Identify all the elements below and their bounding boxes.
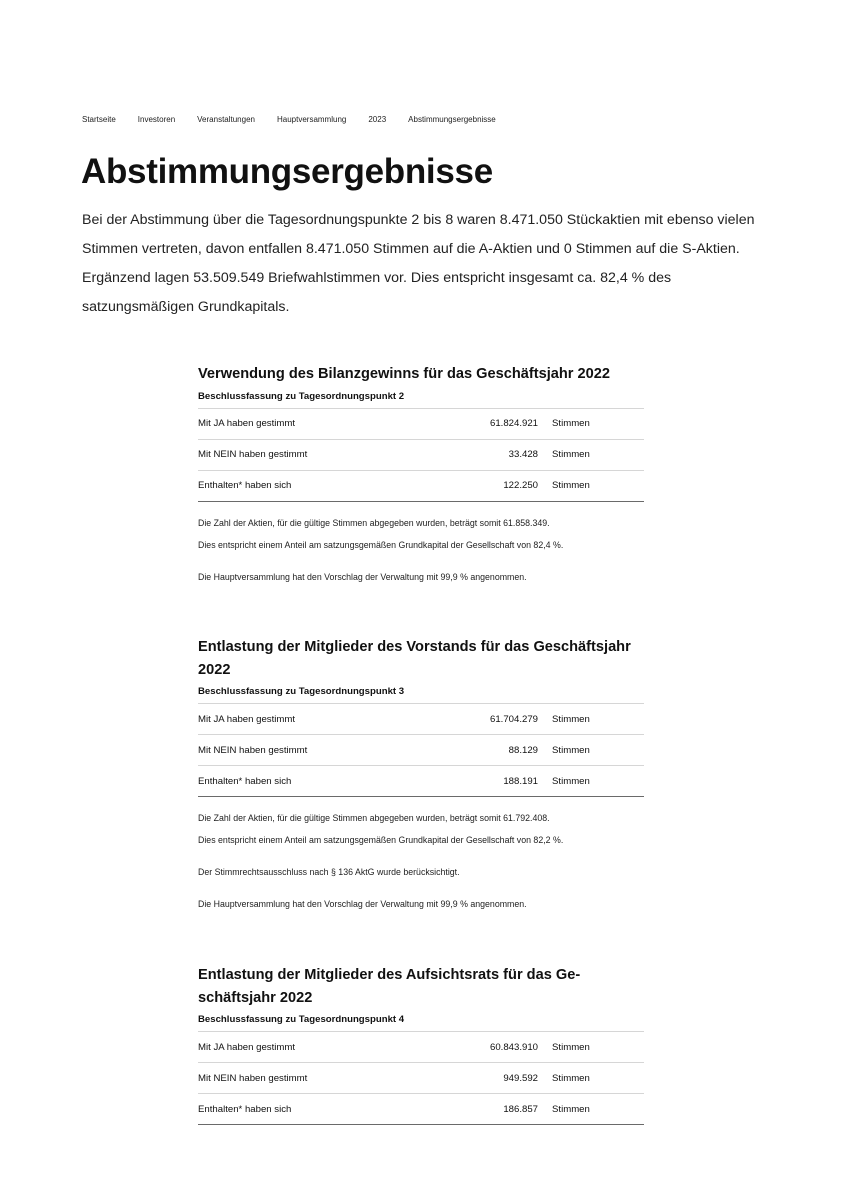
row-value: 186.857 — [448, 1094, 552, 1125]
row-label: Enthalten* haben sich — [198, 1094, 448, 1125]
row-value: 949.592 — [448, 1063, 552, 1094]
row-unit: Stimmen — [552, 704, 644, 735]
note-result: Die Hauptversammlung hat den Vorschlag der Verwaltung mit 99,9 % angenommen. — [198, 571, 527, 582]
breadcrumb-2023[interactable]: 2023 — [368, 115, 387, 124]
section-subtitle: Beschlussfassung zu Tagesordnungspunkt 2 — [198, 390, 405, 402]
row-unit: Stimmen — [552, 439, 644, 470]
row-unit: Stimmen — [552, 408, 644, 439]
table-row-no — [198, 439, 644, 470]
section-subtitle: Beschlussfassung zu Tagesordnungspunkt 4 — [198, 1014, 405, 1025]
note-voting-exclusion: Der Stimmrechtsausschluss nach § 136 AktG wurde berücksichtigt. — [198, 867, 460, 877]
row-label: Mit JA haben gestimmt — [198, 704, 448, 735]
row-label: Enthalten* haben sich — [198, 470, 448, 501]
row-label: Mit JA haben gestimmt — [198, 408, 448, 439]
note-valid-shares: Die Zahl der Aktien, für die gültige Stimmen abgegeben wurden, beträgt somit 61.792.408. — [198, 813, 550, 823]
row-label: Mit NEIN haben gestimmt — [198, 439, 448, 470]
note-capital-share: Dies entspricht einem Anteil am satzungsgemäßen Grundkapital der Gesellschaft von 82,2 %. — [198, 835, 564, 845]
row-value: 33.428 — [448, 439, 552, 470]
table-row-yes — [198, 1032, 644, 1063]
section-notes — [198, 807, 644, 915]
note-result: Die Hauptversammlung hat den Vorschlag der Verwaltung mit 99,9 % angenommen. — [198, 899, 527, 909]
result-section-top-2 — [198, 363, 644, 588]
section-title: Verwendung des Bilanzgewinns für das Geschäftsjahr 2022 — [198, 366, 610, 382]
note-capital-share: Dies entspricht einem Anteil am satzungsgemäßen Grundkapital der Gesellschaft von 82,4 %. — [198, 539, 564, 550]
table-row-abstain — [198, 766, 644, 797]
row-value: 188.191 — [448, 766, 552, 797]
breadcrumb-veranstaltungen[interactable]: Veranstaltungen — [197, 115, 255, 124]
row-value: 61.704.279 — [448, 704, 552, 735]
row-unit: Stimmen — [552, 1063, 644, 1094]
section-notes — [198, 512, 644, 588]
table-row-no — [198, 1063, 644, 1094]
row-unit: Stimmen — [552, 766, 644, 797]
breadcrumb-investoren[interactable]: Investoren — [137, 115, 176, 124]
breadcrumb — [82, 115, 518, 124]
section-title: Entlastung der Mitglieder des Aufsichtsrats für das Ge-schäftsjahr 2022 — [198, 967, 581, 1006]
row-label: Mit NEIN haben gestimmt — [198, 1063, 448, 1094]
row-value: 122.250 — [448, 470, 552, 501]
result-section-top-4 — [198, 964, 644, 1125]
table-row-yes — [198, 704, 644, 735]
page-title: Abstimmungsergebnisse — [81, 152, 493, 191]
row-unit: Stimmen — [552, 470, 644, 501]
result-section-top-3 — [198, 636, 644, 915]
vote-table — [198, 408, 644, 502]
row-label: Mit JA haben gestimmt — [198, 1032, 448, 1063]
row-unit: Stimmen — [552, 1032, 644, 1063]
table-row-abstain — [198, 470, 644, 501]
row-unit: Stimmen — [552, 735, 644, 766]
vote-table — [198, 1031, 644, 1125]
intro-paragraph: Bei der Abstimmung über die Tagesordnungspunkte 2 bis 8 waren 8.471.050 Stückaktien mit ebenso vielen Stimmen vertreten, davon entfallen 8.471.050 Stimmen auf die A-Aktien und 0 Stimmen auf die S-Aktien. Ergänzend lagen 53.509.549 Briefwahlstimmen vor. Dies entspricht insgesamt ca. 82,4 % des satzungsmäßigen Grundkapitals. — [82, 212, 755, 315]
table-row-yes — [198, 408, 644, 439]
row-label: Mit NEIN haben gestimmt — [198, 735, 448, 766]
breadcrumb-startseite[interactable]: Startseite — [82, 115, 116, 124]
breadcrumb-hauptversammlung[interactable]: Hauptversammlung — [276, 115, 347, 124]
row-value: 60.843.910 — [448, 1032, 552, 1063]
row-value: 61.824.921 — [448, 408, 552, 439]
table-row-abstain — [198, 1094, 644, 1125]
note-valid-shares: Die Zahl der Aktien, für die gültige Stimmen abgegeben wurden, beträgt somit 61.858.349. — [198, 517, 550, 528]
table-row-no — [198, 735, 644, 766]
section-subtitle: Beschlussfassung zu Tagesordnungspunkt 3 — [198, 686, 405, 697]
row-unit: Stimmen — [552, 1094, 644, 1125]
row-value: 88.129 — [448, 735, 552, 766]
section-title: Entlastung der Mitglieder des Vorstands für das Geschäftsjahr 2022 — [198, 639, 631, 678]
breadcrumb-abstimmungsergebnisse[interactable]: Abstimmungsergebnisse — [408, 115, 496, 124]
vote-table — [198, 703, 644, 797]
row-label: Enthalten* haben sich — [198, 766, 448, 797]
